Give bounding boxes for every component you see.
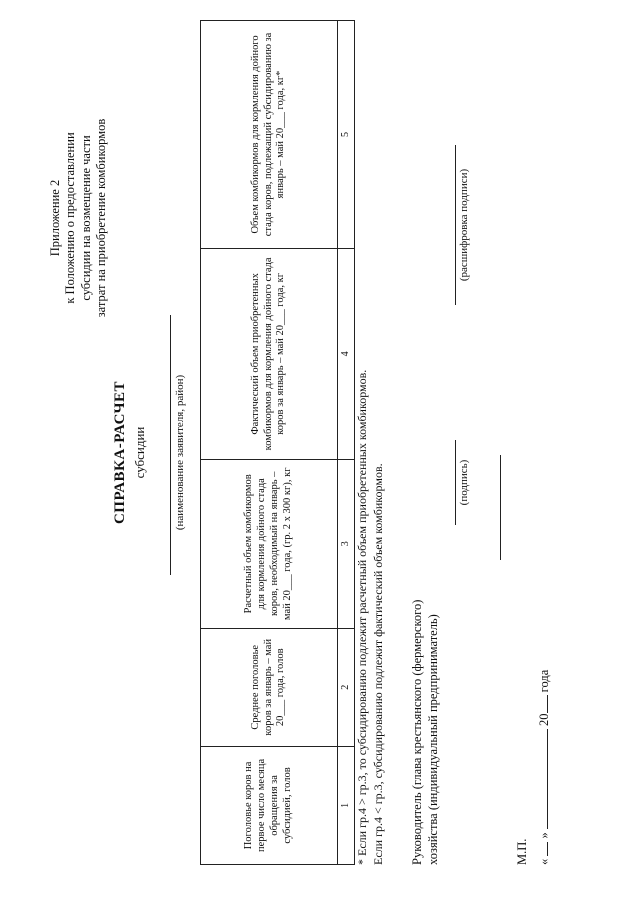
footnote-line: * Если гр.4 > гр.3, то субсидированию подлежит расчетный объем приобретенных комбикормов.: [355, 369, 369, 865]
appendix-line: к Положению о предоставлении: [63, 132, 78, 304]
signature-line[interactable]: [455, 440, 456, 525]
appendix-line: субсидии на возмещение части: [78, 135, 93, 301]
column-header: Поголовье коров на первое число месяца обращения за субсидией, голов: [201, 746, 338, 864]
date-word: года: [537, 669, 551, 693]
signature-caption: (подпись): [458, 459, 470, 506]
table-number-row: [338, 21, 355, 865]
date-close-quote: »: [537, 832, 551, 839]
extra-signature-line: [500, 455, 501, 560]
date-month-blank[interactable]: [535, 729, 548, 829]
table-header-row: [201, 21, 338, 865]
appendix-header: [48, 88, 109, 348]
signature-block: [410, 25, 441, 865]
appendix-line: затрат на приобретение комбикормов: [93, 118, 108, 318]
footnote: [355, 45, 386, 865]
column-number: 5: [338, 21, 355, 249]
column-header: Расчетный объем комбикормов для кормления дойного стада коров, необходимый на январь – май 20___ года, (гр. 2 х 300 кг), кг: [201, 459, 338, 628]
signer-role-line: хозяйства (индивидуальный предприниматель): [425, 614, 440, 865]
calculation-table: [200, 20, 355, 865]
date-open-quote: «: [537, 858, 551, 865]
date-day-blank[interactable]: [535, 842, 548, 856]
date-year-blank[interactable]: [535, 696, 548, 714]
date-line: [535, 670, 552, 865]
column-number: 2: [338, 628, 355, 746]
signature-decoding-line[interactable]: [455, 145, 456, 305]
date-century: 20: [537, 713, 551, 726]
applicant-name-line[interactable]: [170, 315, 171, 575]
signer-role-line: Руководитель (глава крестьянского (фермерского): [410, 599, 424, 865]
document-subtitle: субсидии: [132, 426, 147, 479]
applicant-caption: (наименование заявителя, район): [174, 374, 186, 531]
seal-placeholder: М.П.: [515, 838, 529, 865]
column-header: Фактический объем приобретенных комбикормов для кормления дойного стада коров за январь – май 20___ года, кг: [201, 248, 338, 459]
footnote-line: Если гр.4 < гр.3, субсидированию подлежит фактический объем комбикормов.: [370, 463, 385, 865]
column-number: 1: [338, 746, 355, 864]
document-title: СПРАВКА-РАСЧЕТ: [112, 380, 128, 525]
appendix-line: Приложение 2: [48, 179, 62, 257]
column-number: 4: [338, 248, 355, 459]
column-header: Объем комбикормов для кормления дойного стада коров, подлежащий субсидированию за январь – май 20___ года, кг*: [201, 21, 338, 249]
column-header: Среднее поголовье коров за январь – май 20___ года, голов: [201, 628, 338, 746]
column-number: 3: [338, 459, 355, 628]
signature-decoding-caption: (расшифровка подписи): [458, 168, 470, 282]
